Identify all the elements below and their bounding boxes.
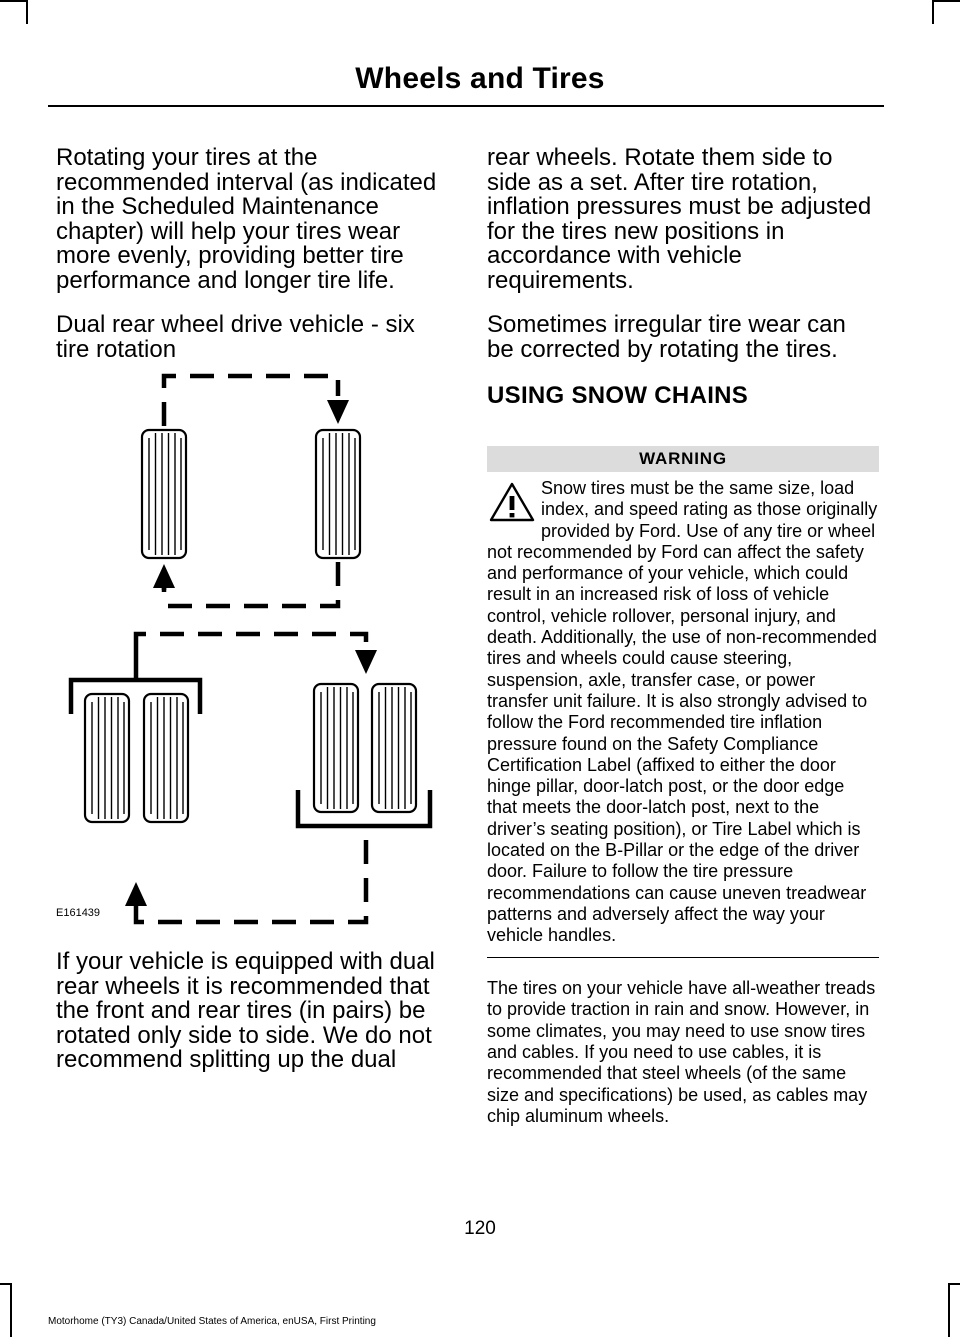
front-left-arrow-stem-block bbox=[162, 586, 167, 592]
front-left-up-arrow bbox=[153, 564, 175, 588]
snow-chains-heading: USING SNOW CHAINS bbox=[487, 382, 749, 409]
dual-wheel-paragraph: If your vehicle is equipped with dual rear wheels it is recommended that the front and rear tires (in pairs) be rotated only side to side. We do not recommend splitting up the dual bbox=[56, 948, 435, 1073]
rear-left-outer-tire bbox=[85, 694, 129, 822]
irregular-wear-paragraph: Sometimes irregular tire wear can be corrected by rotating the tires. bbox=[487, 311, 846, 363]
rear-left-inner-tire bbox=[144, 694, 188, 822]
crop-mark bbox=[932, 0, 934, 24]
crop-mark bbox=[10, 1283, 12, 1337]
warning-box bbox=[487, 446, 879, 958]
crop-mark bbox=[948, 1283, 950, 1337]
front-right-tire bbox=[316, 430, 360, 558]
warning-rule bbox=[487, 957, 879, 959]
crop-mark bbox=[0, 1283, 10, 1285]
rear-right-outer-tire bbox=[372, 684, 416, 812]
rear-rotation-path-bottom bbox=[136, 840, 366, 922]
page-number: 120 bbox=[464, 1218, 496, 1239]
rear-right-down-arrow bbox=[355, 650, 377, 674]
warning-body bbox=[487, 472, 879, 947]
header-rule bbox=[48, 105, 884, 107]
right-column bbox=[487, 146, 879, 1127]
front-right-down-arrow bbox=[327, 400, 349, 424]
figure-code: E161439 bbox=[56, 907, 101, 919]
front-rotation-path-bottom bbox=[164, 562, 338, 606]
rear-right-inner-tire bbox=[314, 684, 358, 812]
left-column bbox=[56, 146, 448, 1093]
rotation-continuation-paragraph: rear wheels. Rotate them side to side as a set. After tire rotation, inflation pressures must be adjusted for the tires new positions in accordance with vehicle requirements. bbox=[487, 144, 872, 294]
crop-mark bbox=[934, 0, 960, 2]
crop-mark bbox=[0, 0, 26, 2]
rear-left-up-arrow bbox=[125, 882, 147, 906]
dual-rear-caption: Dual rear wheel drive vehicle - six tire rotation bbox=[56, 311, 415, 363]
rear-rotation-path-top bbox=[136, 634, 366, 648]
page-title: Wheels and Tires bbox=[355, 62, 605, 95]
rotation-intro-paragraph: Rotating your tires at the recommended interval (as indicated in the Scheduled Maintenance chapter) will help your tires wear more evenly, providing better tire performance and longer tire life. bbox=[56, 144, 437, 294]
tire-rotation-diagram bbox=[56, 370, 448, 930]
crop-mark bbox=[26, 0, 28, 24]
front-left-tire bbox=[142, 430, 186, 558]
front-rotation-path-top bbox=[164, 376, 338, 426]
crop-mark bbox=[950, 1283, 960, 1285]
warning-text: Snow tires must be the same size, load index, and speed rating as those originally provided by Ford. Use of any tire or wheel not recommended by Ford can affect the safety and performance of your vehicle, which could result in an increased risk of loss of vehicle control, vehicle rollover, personal injury, and death. Additionally, the use of non-recommended tires and wheels could cause steering, suspension, axle, transfer case, or power transfer unit failure. It is also strongly advised to follow the Ford recommended tire inflation pressure found on the Safety Compliance Certification Label (affixed to either the door hinge pillar, door-latch post, or the door edge that meets the door-latch post, next to the driver’s seating position), or Tire Label which is located on the B-Pillar or the edge of the driver door. Failure to follow the tire pressure recommendations can cause uneven treadwear patterns and adversely affect the way your vehicle handles. bbox=[487, 478, 878, 946]
all-weather-paragraph: The tires on your vehicle have all-weather treads to provide traction in rain and snow. However, in some climates, you may need to use snow tires and cables. If you need to use cables, it is recommended that steel wheels (of the same size and specifications) be used, as cables may chip aluminum wheels. bbox=[487, 978, 876, 1126]
warning-triangle-icon bbox=[487, 480, 537, 524]
publication-footer: Motorhome (TY3) Canada/United States of America, enUSA, First Printing bbox=[48, 1316, 376, 1327]
warning-label: WARNING bbox=[487, 446, 879, 472]
